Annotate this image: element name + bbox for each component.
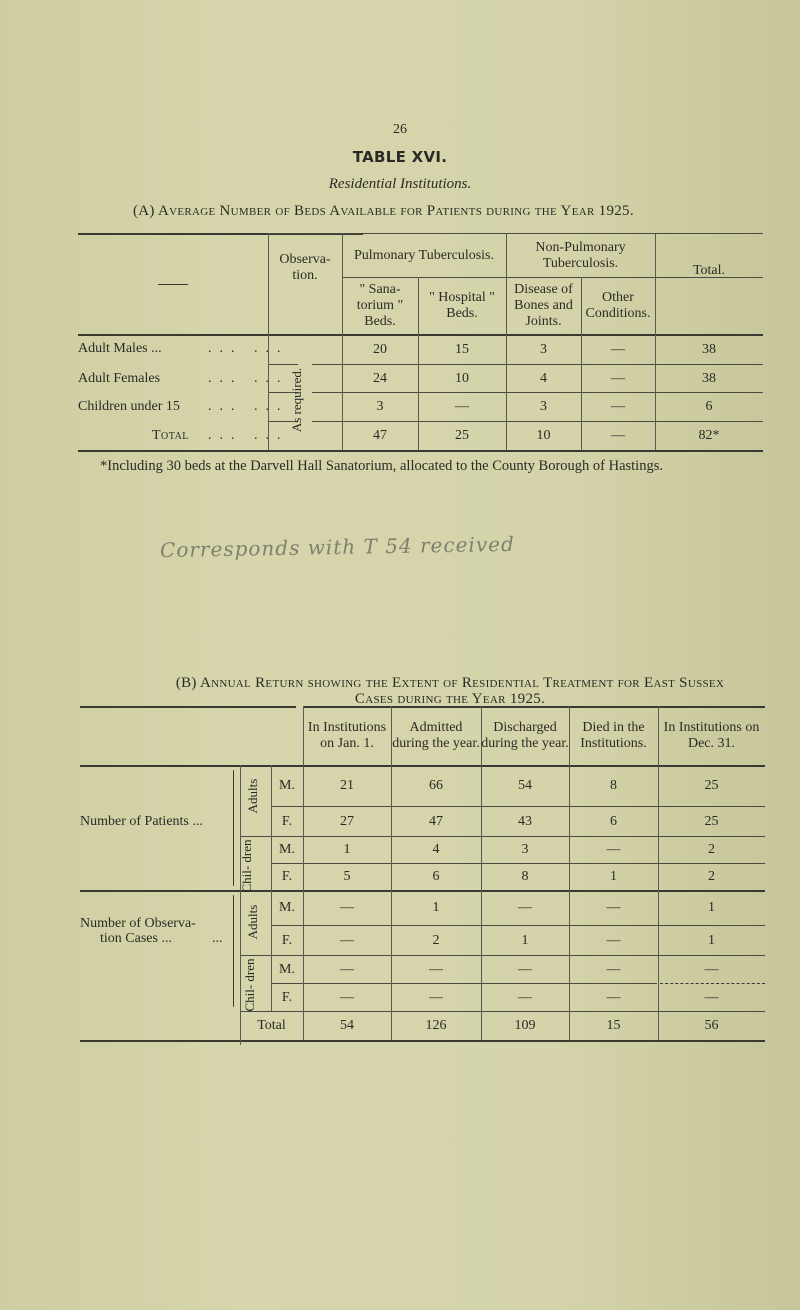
header-observation: Observa- tion.	[279, 252, 331, 283]
total-label: Total	[257, 1018, 286, 1033]
brace-icon	[233, 770, 234, 886]
row-label-adult-males: Adult Males ...	[78, 341, 162, 356]
page-number: 26	[393, 122, 407, 137]
row-label-total: Total	[152, 428, 189, 443]
group-label-patients: Number of Patients ...	[80, 814, 203, 829]
header-jan1: In Institutions on Jan. 1.	[307, 720, 387, 751]
header-sanatorium: " Sana- torium " Beds.	[356, 281, 404, 329]
header-dec31: In Institutions on Dec. 31.	[663, 720, 760, 751]
section-a-title: (A) Average Number of Beds Available for Patients during the Year 1925.	[133, 203, 634, 219]
header-non-pulmonary-group: Non-Pulmonary Tuberculosis.	[535, 240, 626, 271]
row-label-children: Children under 15	[78, 399, 180, 414]
section-b-title: (B) Annual Return showing the Extent of Residential Treatment for East Sussex Cases during the Year 1925.	[175, 675, 725, 707]
handwritten-note: Corresponds with T 54 received	[159, 531, 515, 563]
subgroup-children: Chil- dren	[242, 958, 257, 1012]
header-blank	[78, 236, 268, 332]
header-admitted: Admitted during the year.	[392, 720, 480, 751]
header-total: Total.	[692, 263, 726, 278]
group-label-observation-line2: tion Cases ...	[100, 931, 172, 946]
subgroup-adults: Adults	[245, 904, 260, 940]
header-hospital: " Hospital " Beds.	[429, 289, 495, 321]
table-subtitle: Residential Institutions.	[328, 176, 472, 192]
subgroup-adults: Adults	[245, 778, 260, 814]
header-bones-joints: Disease of Bones and Joints.	[514, 281, 573, 329]
table-title: TABLE XVI.	[352, 148, 448, 166]
footnote: *Including 30 beds at the Darvell Hall Sanatorium, allocated to the County Borough of Hastings.	[100, 458, 663, 474]
row-label-adult-females: Adult Females	[78, 371, 161, 386]
header-pulmonary-group: Pulmonary Tuberculosis.	[353, 248, 494, 263]
subgroup-children: Chil- dren	[239, 839, 254, 893]
header-other-conditions: Other Conditions.	[585, 289, 651, 321]
brace-icon	[233, 895, 234, 1007]
observation-as-required: As required.	[289, 367, 304, 433]
header-discharged: Discharged during the year.	[481, 720, 569, 751]
header-died: Died in the Institutions.	[580, 720, 647, 751]
group-label-observation-line1: Number of Observa-	[80, 916, 196, 931]
